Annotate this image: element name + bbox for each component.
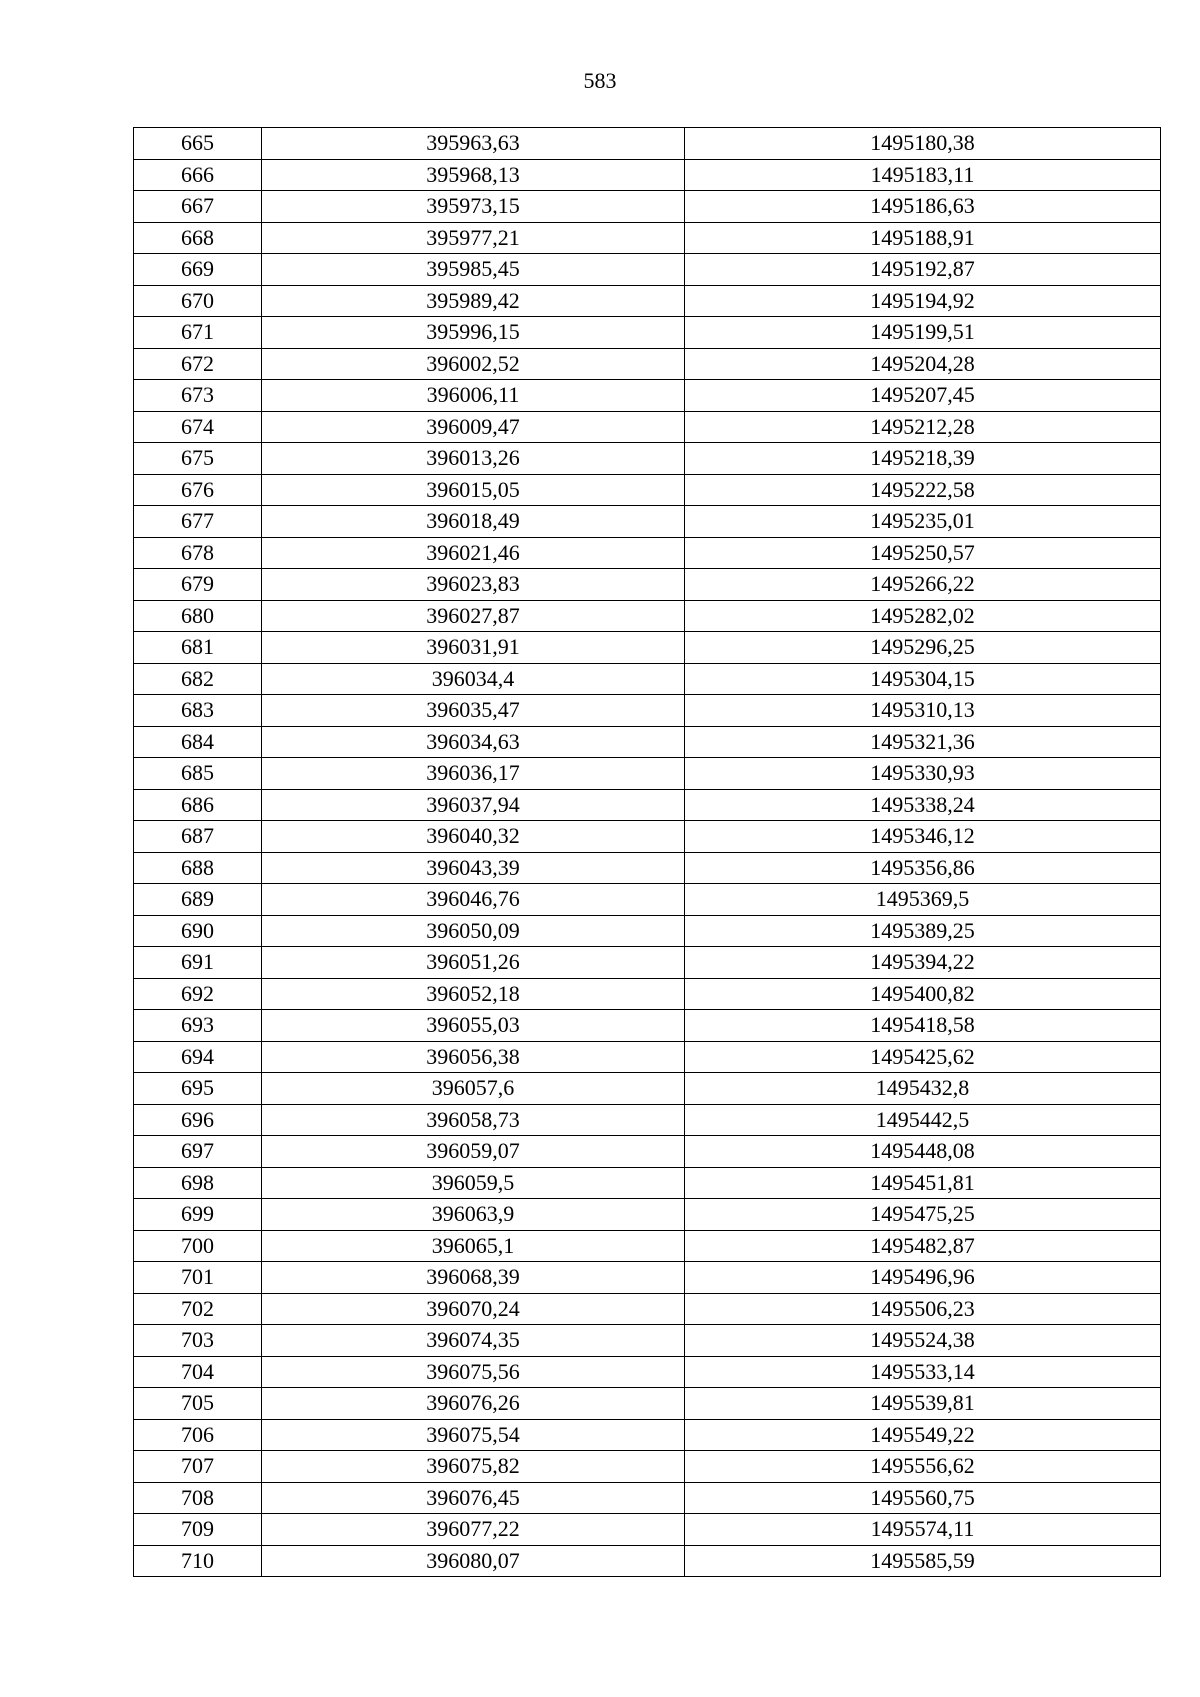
- x-coordinate-cell: 396052,18: [262, 978, 685, 1010]
- point-number-cell: 670: [134, 285, 262, 317]
- point-number-cell: 685: [134, 758, 262, 790]
- table-row: [134, 915, 1161, 947]
- page-number: 583: [583, 68, 617, 93]
- y-coordinate-cell: 1495432,8: [685, 1073, 1161, 1105]
- y-coordinate-cell: 1495394,22: [685, 947, 1161, 979]
- y-coordinate-cell: 1495188,91: [685, 222, 1161, 254]
- point-number-cell: 694: [134, 1041, 262, 1073]
- table-row: [134, 726, 1161, 758]
- point-number-cell: 689: [134, 884, 262, 916]
- x-coordinate-cell: 396009,47: [262, 411, 685, 443]
- y-coordinate-cell: 1495574,11: [685, 1514, 1161, 1546]
- x-coordinate-cell: 396070,24: [262, 1293, 685, 1325]
- y-coordinate-cell: 1495207,45: [685, 380, 1161, 412]
- y-coordinate-cell: 1495204,28: [685, 348, 1161, 380]
- point-number-cell: 700: [134, 1230, 262, 1262]
- x-coordinate-cell: 396023,83: [262, 569, 685, 601]
- y-coordinate-cell: 1495296,25: [685, 632, 1161, 664]
- y-coordinate-cell: 1495199,51: [685, 317, 1161, 349]
- point-number-cell: 683: [134, 695, 262, 727]
- x-coordinate-cell: 396068,39: [262, 1262, 685, 1294]
- point-number-cell: 695: [134, 1073, 262, 1105]
- point-number-cell: 681: [134, 632, 262, 664]
- y-coordinate-cell: 1495235,01: [685, 506, 1161, 538]
- x-coordinate-cell: 396051,26: [262, 947, 685, 979]
- y-coordinate-cell: 1495506,23: [685, 1293, 1161, 1325]
- y-coordinate-cell: 1495250,57: [685, 537, 1161, 569]
- x-coordinate-cell: 396043,39: [262, 852, 685, 884]
- y-coordinate-cell: 1495192,87: [685, 254, 1161, 286]
- table-row: [134, 317, 1161, 349]
- point-number-cell: 701: [134, 1262, 262, 1294]
- point-number-cell: 697: [134, 1136, 262, 1168]
- point-number-cell: 698: [134, 1167, 262, 1199]
- table-row: [134, 1230, 1161, 1262]
- x-coordinate-cell: 396034,63: [262, 726, 685, 758]
- x-coordinate-cell: 396013,26: [262, 443, 685, 475]
- table-row: [134, 600, 1161, 632]
- y-coordinate-cell: 1495556,62: [685, 1451, 1161, 1483]
- table-row: [134, 978, 1161, 1010]
- point-number-cell: 673: [134, 380, 262, 412]
- point-number-cell: 671: [134, 317, 262, 349]
- point-number-cell: 665: [134, 128, 262, 160]
- x-coordinate-cell: 396076,45: [262, 1482, 685, 1514]
- table-row: [134, 537, 1161, 569]
- x-coordinate-cell: 396074,35: [262, 1325, 685, 1357]
- y-coordinate-cell: 1495475,25: [685, 1199, 1161, 1231]
- y-coordinate-cell: 1495482,87: [685, 1230, 1161, 1262]
- table-row: [134, 411, 1161, 443]
- x-coordinate-cell: 396018,49: [262, 506, 685, 538]
- point-number-cell: 678: [134, 537, 262, 569]
- x-coordinate-cell: 395973,15: [262, 191, 685, 223]
- point-number-cell: 705: [134, 1388, 262, 1420]
- point-number-cell: 702: [134, 1293, 262, 1325]
- table-row: [134, 789, 1161, 821]
- table-row: [134, 128, 1161, 160]
- point-number-cell: 669: [134, 254, 262, 286]
- point-number-cell: 706: [134, 1419, 262, 1451]
- point-number-cell: 696: [134, 1104, 262, 1136]
- x-coordinate-cell: 395968,13: [262, 159, 685, 191]
- x-coordinate-cell: 396057,6: [262, 1073, 685, 1105]
- table-row: [134, 1325, 1161, 1357]
- x-coordinate-cell: 396031,91: [262, 632, 685, 664]
- table-row: [134, 1262, 1161, 1294]
- x-coordinate-cell: 395985,45: [262, 254, 685, 286]
- x-coordinate-cell: 396075,54: [262, 1419, 685, 1451]
- table-row: [134, 254, 1161, 286]
- x-coordinate-cell: 396050,09: [262, 915, 685, 947]
- x-coordinate-cell: 396075,82: [262, 1451, 685, 1483]
- x-coordinate-cell: 396059,5: [262, 1167, 685, 1199]
- table-row: [134, 159, 1161, 191]
- y-coordinate-cell: 1495585,59: [685, 1545, 1161, 1577]
- table-row: [134, 884, 1161, 916]
- x-coordinate-cell: 396021,46: [262, 537, 685, 569]
- table-row: [134, 1010, 1161, 1042]
- table-row: [134, 380, 1161, 412]
- y-coordinate-cell: 1495194,92: [685, 285, 1161, 317]
- y-coordinate-cell: 1495425,62: [685, 1041, 1161, 1073]
- table-row: [134, 947, 1161, 979]
- table-row: [134, 821, 1161, 853]
- y-coordinate-cell: 1495442,5: [685, 1104, 1161, 1136]
- table-row: [134, 1482, 1161, 1514]
- table-row: [134, 1136, 1161, 1168]
- table-row: [134, 1104, 1161, 1136]
- x-coordinate-cell: 396080,07: [262, 1545, 685, 1577]
- table-row: [134, 506, 1161, 538]
- y-coordinate-cell: 1495218,39: [685, 443, 1161, 475]
- x-coordinate-cell: 396075,56: [262, 1356, 685, 1388]
- point-number-cell: 675: [134, 443, 262, 475]
- y-coordinate-cell: 1495310,13: [685, 695, 1161, 727]
- y-coordinate-cell: 1495304,15: [685, 663, 1161, 695]
- table-row: [134, 1167, 1161, 1199]
- point-number-cell: 707: [134, 1451, 262, 1483]
- y-coordinate-cell: 1495212,28: [685, 411, 1161, 443]
- x-coordinate-cell: 395977,21: [262, 222, 685, 254]
- point-number-cell: 684: [134, 726, 262, 758]
- x-coordinate-cell: 396058,73: [262, 1104, 685, 1136]
- x-coordinate-cell: 395963,63: [262, 128, 685, 160]
- y-coordinate-cell: 1495266,22: [685, 569, 1161, 601]
- y-coordinate-cell: 1495338,24: [685, 789, 1161, 821]
- table-row: [134, 1388, 1161, 1420]
- x-coordinate-cell: 396063,9: [262, 1199, 685, 1231]
- y-coordinate-cell: 1495186,63: [685, 191, 1161, 223]
- point-number-cell: 693: [134, 1010, 262, 1042]
- point-number-cell: 667: [134, 191, 262, 223]
- point-number-cell: 691: [134, 947, 262, 979]
- x-coordinate-cell: 396034,4: [262, 663, 685, 695]
- point-number-cell: 672: [134, 348, 262, 380]
- x-coordinate-cell: 396055,03: [262, 1010, 685, 1042]
- point-number-cell: 692: [134, 978, 262, 1010]
- table-row: [134, 348, 1161, 380]
- point-number-cell: 677: [134, 506, 262, 538]
- point-number-cell: 690: [134, 915, 262, 947]
- point-number-cell: 709: [134, 1514, 262, 1546]
- y-coordinate-cell: 1495346,12: [685, 821, 1161, 853]
- x-coordinate-cell: 396035,47: [262, 695, 685, 727]
- x-coordinate-cell: 396006,11: [262, 380, 685, 412]
- point-number-cell: 686: [134, 789, 262, 821]
- x-coordinate-cell: 396046,76: [262, 884, 685, 916]
- point-number-cell: 679: [134, 569, 262, 601]
- y-coordinate-cell: 1495533,14: [685, 1356, 1161, 1388]
- x-coordinate-cell: 396015,05: [262, 474, 685, 506]
- table-row: [134, 852, 1161, 884]
- table-row: [134, 1451, 1161, 1483]
- x-coordinate-cell: 396077,22: [262, 1514, 685, 1546]
- y-coordinate-cell: 1495183,11: [685, 159, 1161, 191]
- point-number-cell: 668: [134, 222, 262, 254]
- y-coordinate-cell: 1495451,81: [685, 1167, 1161, 1199]
- table-row: [134, 569, 1161, 601]
- table-row: [134, 1073, 1161, 1105]
- x-coordinate-cell: 395989,42: [262, 285, 685, 317]
- y-coordinate-cell: 1495524,38: [685, 1325, 1161, 1357]
- y-coordinate-cell: 1495400,82: [685, 978, 1161, 1010]
- table-row: [134, 1356, 1161, 1388]
- coordinates-table: [133, 127, 1161, 1577]
- x-coordinate-cell: 396059,07: [262, 1136, 685, 1168]
- table-row: [134, 1545, 1161, 1577]
- table-row: [134, 663, 1161, 695]
- table-row: [134, 695, 1161, 727]
- table-row: [134, 1199, 1161, 1231]
- y-coordinate-cell: 1495180,38: [685, 128, 1161, 160]
- x-coordinate-cell: 395996,15: [262, 317, 685, 349]
- point-number-cell: 687: [134, 821, 262, 853]
- x-coordinate-cell: 396037,94: [262, 789, 685, 821]
- y-coordinate-cell: 1495222,58: [685, 474, 1161, 506]
- point-number-cell: 680: [134, 600, 262, 632]
- coordinates-table-body: [134, 128, 1161, 1577]
- table-row: [134, 1293, 1161, 1325]
- table-row: [134, 1419, 1161, 1451]
- table-row: [134, 758, 1161, 790]
- y-coordinate-cell: 1495282,02: [685, 600, 1161, 632]
- point-number-cell: 708: [134, 1482, 262, 1514]
- point-number-cell: 703: [134, 1325, 262, 1357]
- y-coordinate-cell: 1495418,58: [685, 1010, 1161, 1042]
- y-coordinate-cell: 1495496,96: [685, 1262, 1161, 1294]
- point-number-cell: 666: [134, 159, 262, 191]
- table-row: [134, 474, 1161, 506]
- x-coordinate-cell: 396065,1: [262, 1230, 685, 1262]
- y-coordinate-cell: 1495369,5: [685, 884, 1161, 916]
- table-row: [134, 632, 1161, 664]
- table-row: [134, 443, 1161, 475]
- table-row: [134, 1041, 1161, 1073]
- point-number-cell: 704: [134, 1356, 262, 1388]
- x-coordinate-cell: 396002,52: [262, 348, 685, 380]
- point-number-cell: 699: [134, 1199, 262, 1231]
- y-coordinate-cell: 1495330,93: [685, 758, 1161, 790]
- y-coordinate-cell: 1495356,86: [685, 852, 1161, 884]
- y-coordinate-cell: 1495560,75: [685, 1482, 1161, 1514]
- y-coordinate-cell: 1495389,25: [685, 915, 1161, 947]
- table-row: [134, 1514, 1161, 1546]
- x-coordinate-cell: 396040,32: [262, 821, 685, 853]
- y-coordinate-cell: 1495549,22: [685, 1419, 1161, 1451]
- x-coordinate-cell: 396076,26: [262, 1388, 685, 1420]
- point-number-cell: 688: [134, 852, 262, 884]
- point-number-cell: 710: [134, 1545, 262, 1577]
- y-coordinate-cell: 1495539,81: [685, 1388, 1161, 1420]
- point-number-cell: 674: [134, 411, 262, 443]
- table-row: [134, 191, 1161, 223]
- y-coordinate-cell: 1495448,08: [685, 1136, 1161, 1168]
- x-coordinate-cell: 396036,17: [262, 758, 685, 790]
- x-coordinate-cell: 396027,87: [262, 600, 685, 632]
- table-row: [134, 285, 1161, 317]
- point-number-cell: 676: [134, 474, 262, 506]
- x-coordinate-cell: 396056,38: [262, 1041, 685, 1073]
- table-row: [134, 222, 1161, 254]
- y-coordinate-cell: 1495321,36: [685, 726, 1161, 758]
- point-number-cell: 682: [134, 663, 262, 695]
